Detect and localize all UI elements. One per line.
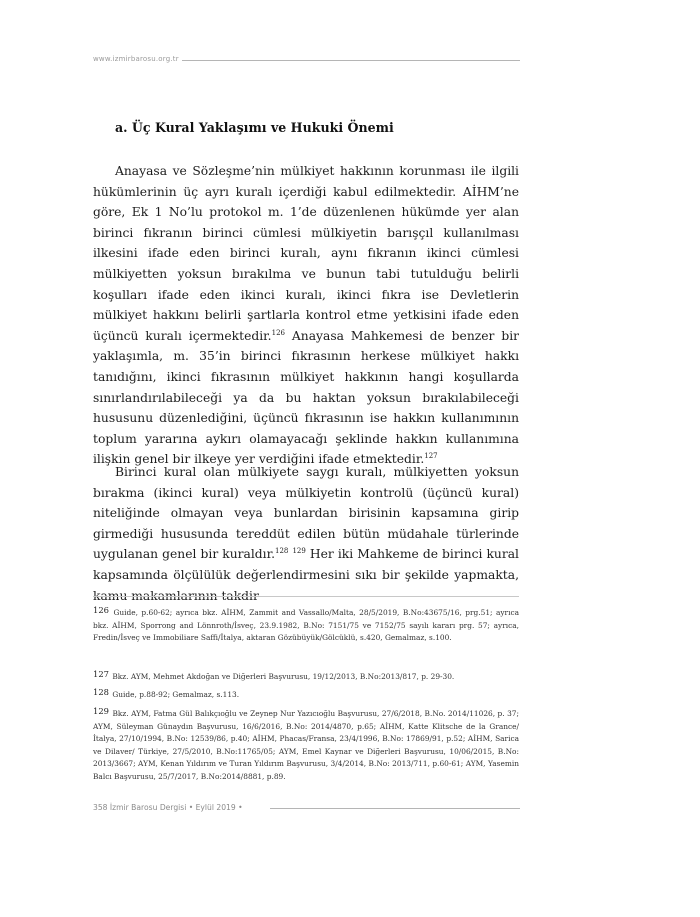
footnote-text: Guide, p.88-92; Gemalmaz, s.113.	[112, 690, 240, 699]
paragraph-text: Anayasa ve Sözleşme’nin mülkiyet hakkının korunması ile ilgili hükümlerinin üç ayrı kuralı içerdiği kabul edilmektedir. AİHM’ne göre, Ek 1 No’lu protokol m. 1’de düzenlenen hükümde yer alan birinci fıkranın birinci cümlesi mülkiyetin barışçıl kullanılması ilkesini ifade eden birinci kuralı, aynı fıkranın ikinci cümlesi mülkiyetten yoksun bırakılma ve bunun tabi tutulduğu belirli koşulları ifade eden ikinci kuralı, ikinci fıkra ise Devletlerin mülkiyet hakkını belirli şartlarla kontrol etme yetkisini ifade eden üçüncü kuralı içermektedir.	[93, 164, 519, 343]
footnote-number: 127	[93, 669, 109, 679]
footnote-divider	[93, 596, 519, 597]
header-url[interactable]: www.izmirbarosu.org.tr	[93, 55, 179, 63]
footnote-ref-128[interactable]: 128	[275, 547, 289, 556]
footnote-ref-129[interactable]: 129	[292, 547, 306, 556]
footnote-text: Guide, p.60-62; ayrıca bkz. AİHM, Zammit and Vassallo/Malta, 28/5/2019, B.No:43675/16, prg.51; ayrıca bkz. AİHM, Sporrong and Lönnroth/İsveç, 23.9.1982, B.No: 7151/75 ve 7152/75 sayılı kararı prg. 57; ayrıca, Fredin/İsveç ve Immobiliare Saffi/İtalya, aktaran Gözübüyük/Gölcüklü, s.420, Gemalmaz, s.100.	[93, 608, 519, 643]
body-paragraph-2	[93, 462, 519, 606]
page-footer: 358 İzmir Barosu Dergisi • Eylül 2019 •	[93, 803, 243, 812]
footnote-129	[93, 705, 519, 784]
footnote-number: 129	[93, 706, 109, 716]
footer-divider	[270, 808, 520, 809]
footnote-text: Bkz. AYM, Mehmet Akdoğan ve Diğerleri Başvurusu, 19/12/2013, B.No:2013/817, p. 29-30.	[112, 672, 455, 681]
paragraph-text: Anayasa Mahkemesi de benzer bir yaklaşımla, m. 35’in birinci fıkrasının herkese mülkiyet hakkı tanıdığını, ikinci fıkrasının mülkiyet hakkının hangi koşullarda sınırlandırılabileceği ya da bu haktan yoksun bırakılabileceği hususunu düzenlediğini, üçüncü fıkrasının ise hakkın kullanımının toplum yararına aykırı olamayacağı şeklinde hakkın kullanımına ilişkin genel bir ilkeye yer verdiğini ifade etmektedir.	[93, 328, 520, 467]
footnote-ref-127[interactable]: 127	[424, 452, 438, 461]
section-title: a. Üç Kural Yaklaşımı ve Hukuki Önemi	[115, 120, 394, 135]
paragraph-text: Birinci kural olan mülkiyete saygı kuralı, mülkiyetten yoksun bırakma (ikinci kural) veya mülkiyetin kontrolü (üçüncü kural) niteliğinde olmayan veya bunlardan birisinin kapsamına girip girmediği hususunda tereddüt edilen bütün müdahale türlerinde uygulanan genel bir kuraldır.	[93, 465, 519, 562]
footnote-number: 126	[93, 605, 109, 615]
body-paragraph-1	[93, 161, 519, 470]
footnote-number: 128	[93, 687, 109, 697]
paragraph-text: Her iki Mahkeme de birinci kural kapsamında ölçülülük değerlendirmesini sıkı bir şekilde yapmakta, kamu makamlarının takdir	[93, 547, 519, 603]
footnote-text: Bkz. AYM, Fatma Gül Balıkçıoğlu ve Zeynep Nur Yazıcıoğlu Başvurusu, 27/6/2018, B.No. 2014/11026, p. 37; AYM, Süleyman Günaydın Başvurusu, 16/6/2016, B.No: 2014/4870, p.65; AİHM, Katte Klitsche de la Grance/İtalya, 27/10/1994, B.No: 12539/86, p.40; AİHM, Phacas/Fransa, 23/4/1996, B.No: 17869/91, p.52; AİHM, Sarica ve Dilaver/ Türkiye, 27/5/2010, B.No:11765/05; AYM, Emel Kaynar ve Diğerleri Başvurusu, 10/06/2015, B.No: 2013/3667; AYM, Kenan Yıldırım ve Turan Yıldırım Başvurusu, 3/4/2014, B.No: 2013/711, p.60-61; AYM, Yasemin Balcı Başvurusu, 25/7/2017, B.No:2014/8881, p.89.	[93, 709, 519, 781]
footnote-ref-126[interactable]: 126	[271, 328, 285, 337]
footnote-127	[93, 668, 519, 684]
footnote-128	[93, 686, 519, 702]
footnote-126	[93, 604, 519, 645]
header-divider	[182, 60, 520, 61]
